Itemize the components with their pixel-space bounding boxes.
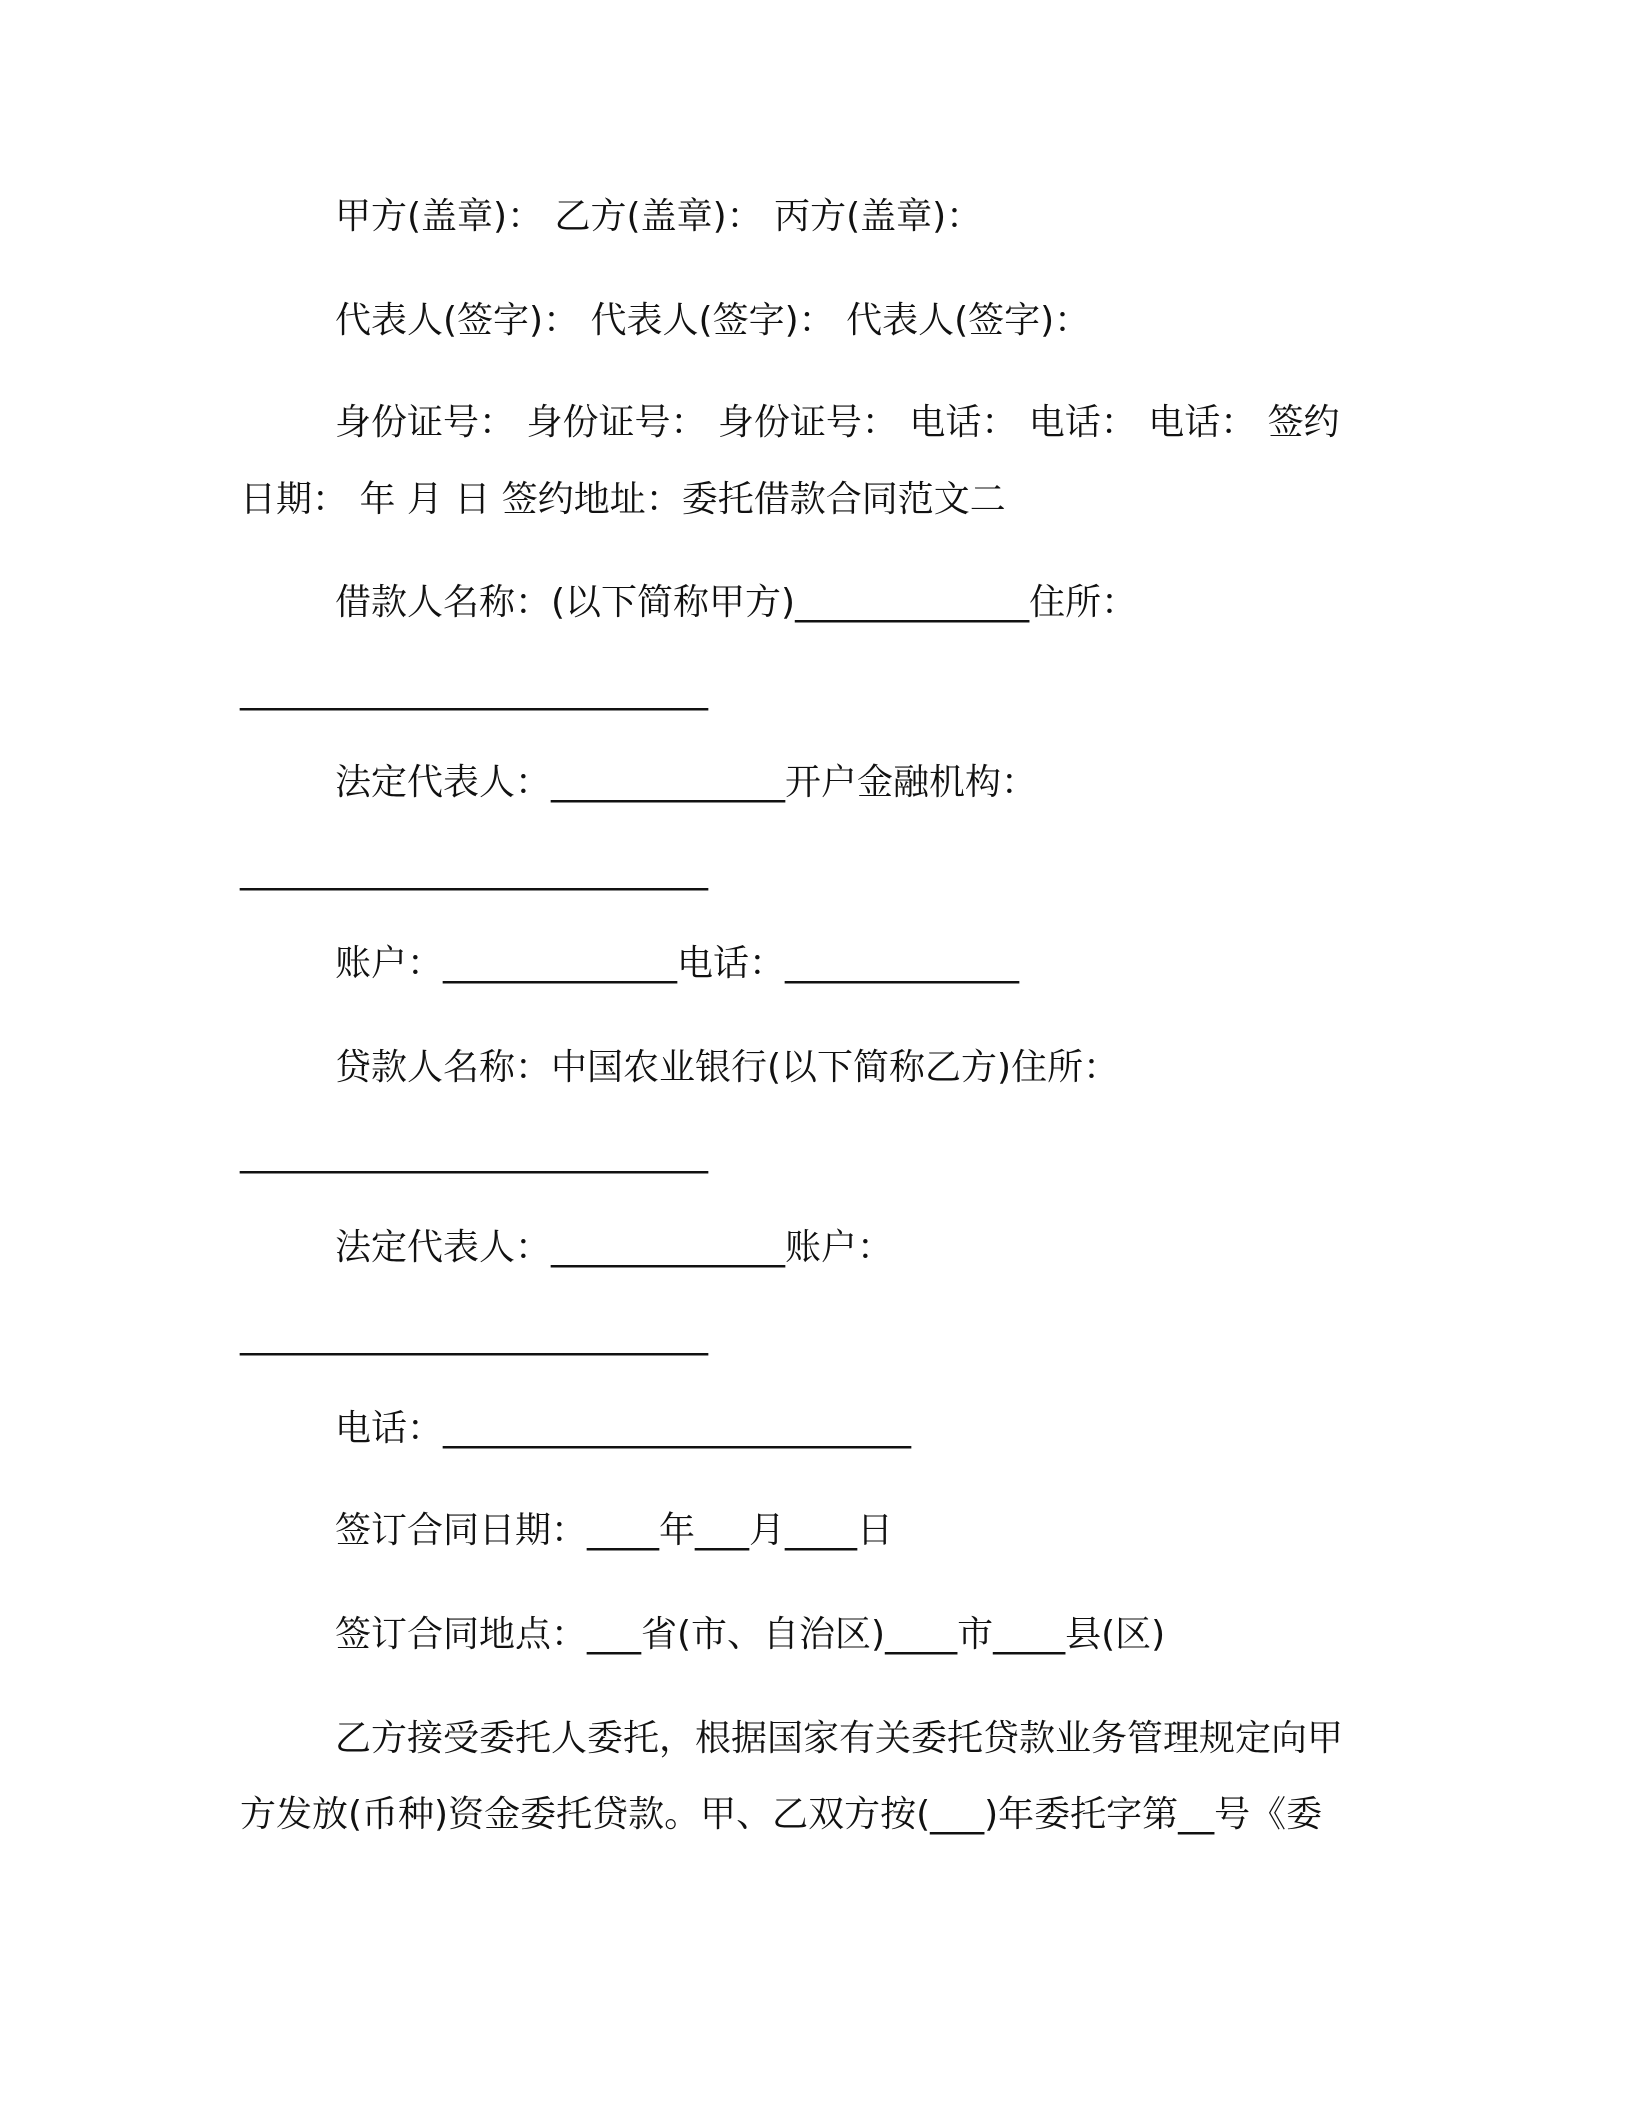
id-phone-line: 身份证号： 身份证号： 身份证号： 电话： 电话： 电话： 签约 <box>335 402 1340 443</box>
lender-name-line: 贷款人名称：中国农业银行(以下简称乙方)住所： <box>335 1047 1120 1088</box>
blank-line: __________________________ <box>240 1315 708 1356</box>
borrower-legal-rep-line: 法定代表人：_____________开户金融机构： <box>335 762 1038 803</box>
borrower-name-line: 借款人名称：(以下简称甲方)_____________住所： <box>335 582 1138 623</box>
blank-line: __________________________ <box>240 850 708 891</box>
body-paragraph-line-2: 方发放(币种)资金委托贷款。甲、乙双方按(___)年委托字第__号《委 <box>240 1794 1323 1835</box>
party-seal-line: 甲方(盖章)： 乙方(盖章)： 丙方(盖章)： <box>335 196 983 237</box>
blank-line: __________________________ <box>240 670 708 711</box>
signing-date-line: 签订合同日期：____年___月____日 <box>335 1510 894 1551</box>
borrower-account-phone-line: 账户：_____________电话：_____________ <box>335 943 1020 984</box>
signing-place-line: 签订合同地点：___省(市、自治区)____市____县(区) <box>335 1614 1166 1655</box>
body-paragraph-line-1: 乙方接受委托人委托，根据国家有关委托贷款业务管理规定向甲 <box>335 1718 1344 1759</box>
date-address-line: 日期： 年 月 日 签约地址：委托借款合同范文二 <box>240 479 1006 520</box>
blank-line: __________________________ <box>240 1133 708 1174</box>
lender-legal-rep-line: 法定代表人：_____________账户： <box>335 1227 894 1268</box>
representative-signature-line: 代表人(签字)： 代表人(签字)： 代表人(签字)： <box>335 300 1091 341</box>
lender-phone-line: 电话：__________________________ <box>335 1408 912 1449</box>
